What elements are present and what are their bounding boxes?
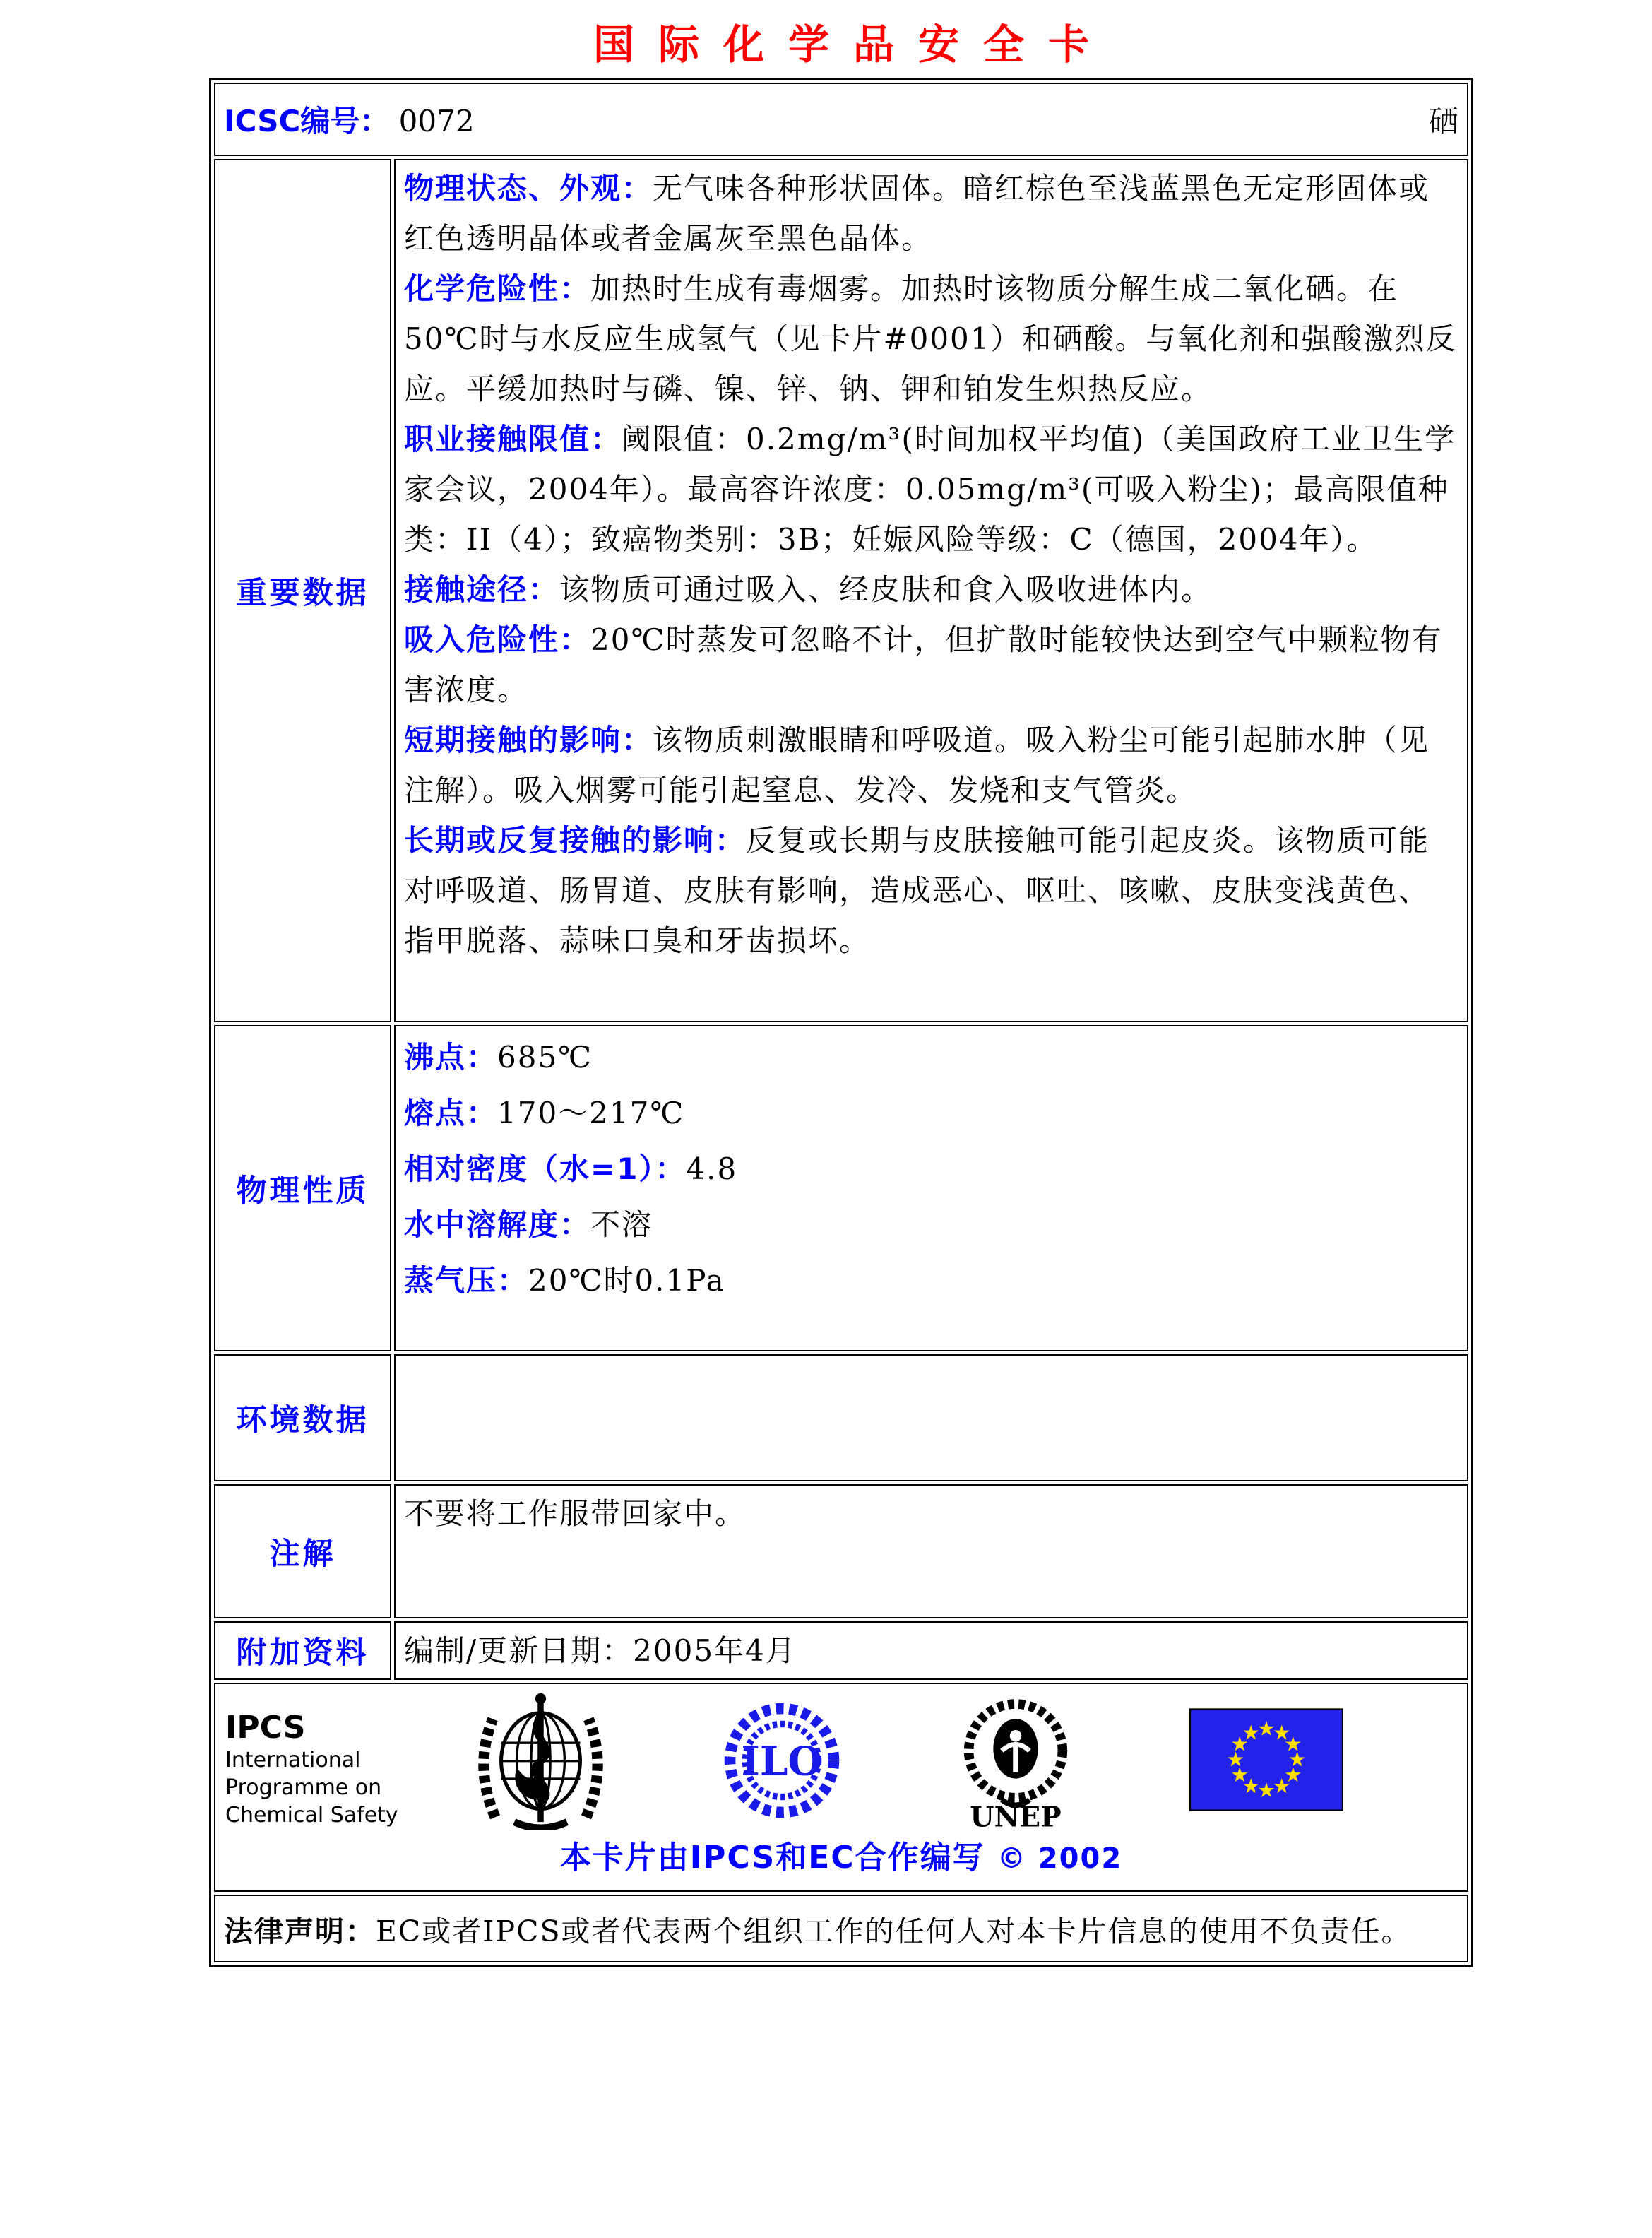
icsc-card-page <box>0 11 1652 2238</box>
who-logo-icon <box>468 1693 613 1830</box>
short-term-effects-section <box>404 715 1458 815</box>
unep-logo-icon <box>952 1695 1079 1830</box>
additional-info-row <box>214 1621 1468 1680</box>
attribution-text: 本卡片由IPCS和EC合作编写 <box>559 1840 985 1876</box>
environmental-data-row <box>214 1354 1468 1481</box>
relative-density-label: 相对密度（水=1）： <box>404 1151 687 1186</box>
ilo-logo-icon <box>719 1700 845 1821</box>
ilo-logo-text: ILO <box>741 1738 823 1785</box>
environmental-data-label: 环境数据 <box>214 1354 391 1481</box>
important-data-row <box>214 159 1468 1022</box>
chemical-danger-section <box>404 264 1458 414</box>
legal-text: EC或者IPCS或者代表两个组织工作的任何人对本卡片信息的使用不负责任。 <box>376 1914 1412 1948</box>
occupational-limits-label: 职业接触限值： <box>404 422 622 456</box>
occupational-limits-text: 阈限值：0.2mg/m³(时间加权平均值)（美国政府工业卫生学家会议，2004年）。最高容许浓度：0.05mg/m³(可吸入粉尘)；最高限值种类：II（4）；致癌物类别：3B；妊娠风险等级：C（德国，2004年）。 <box>404 422 1456 557</box>
exposure-routes-section <box>404 564 1458 615</box>
substance-name: 硒 <box>1428 104 1458 138</box>
inhalation-risk-section <box>404 615 1458 715</box>
physical-state-text: 无气味各种形状固体。暗红棕色至浅蓝黑色无定形固体或红色透明晶体或者金属灰至黑色晶体。 <box>404 171 1430 256</box>
physical-properties-label: 物理性质 <box>214 1025 391 1351</box>
water-solubility-label: 水中溶解度： <box>404 1207 591 1242</box>
boiling-point-value: 685℃ <box>497 1040 593 1074</box>
notes-row <box>214 1484 1468 1618</box>
important-data-label: 重要数据 <box>214 159 391 1022</box>
icsc-number-value: 0072 <box>398 104 475 138</box>
vapor-pressure <box>404 1253 1458 1308</box>
legal-row <box>214 1895 1468 1962</box>
icsc-header-cell <box>214 83 1468 156</box>
logos-cell <box>214 1683 1468 1892</box>
ipcs-line-1: International <box>225 1748 361 1772</box>
physical-properties-content <box>394 1025 1468 1351</box>
important-data-content <box>394 159 1468 1022</box>
short-term-effects-text: 该物质刺激眼睛和呼吸道。吸入粉尘可能引起肺水肿（见注解）。吸入烟雾可能引起窒息、发冷、发烧和支气管炎。 <box>404 723 1430 807</box>
icsc-card-table <box>209 78 1473 1967</box>
boiling-point <box>404 1029 1458 1085</box>
icsc-header-row <box>214 83 1468 156</box>
chemical-danger-label: 化学危险性： <box>404 271 591 306</box>
attribution-line <box>225 1832 1457 1877</box>
exposure-routes-label: 接触途径： <box>404 572 560 607</box>
exposure-routes-text: 该物质可通过吸入、经皮肤和食入吸收进体内。 <box>559 572 1213 607</box>
legal-label: 法律声明： <box>224 1914 376 1948</box>
additional-info-label: 附加资料 <box>214 1621 391 1680</box>
physical-properties-row <box>214 1025 1468 1351</box>
inhalation-risk-label: 吸入危险性： <box>404 622 591 657</box>
inhalation-risk-text: 20℃时蒸发可忽略不计，但扩散时能较快达到空气中颗粒物有害浓度。 <box>404 622 1443 707</box>
relative-density <box>404 1141 1458 1197</box>
eu-flag-icon <box>1189 1708 1343 1811</box>
melting-point-label: 熔点： <box>404 1096 498 1130</box>
melting-point <box>404 1085 1458 1141</box>
icsc-number-label: ICSC编号： <box>224 104 390 138</box>
vapor-pressure-value: 20℃时0.1Pa <box>528 1263 725 1298</box>
additional-info-content: 编制/更新日期：2005年4月 <box>394 1621 1468 1680</box>
copyright-text: © 2002 <box>997 1842 1123 1875</box>
occupational-limits-section <box>404 414 1458 564</box>
long-term-effects-label: 长期或反复接触的影响： <box>404 823 747 858</box>
physical-state-label: 物理状态、外观： <box>404 171 653 206</box>
relative-density-value: 4.8 <box>686 1151 738 1186</box>
water-solubility-value: 不溶 <box>590 1207 653 1242</box>
ipcs-line-3: Chemical Safety <box>225 1803 398 1828</box>
boiling-point-label: 沸点： <box>404 1040 498 1074</box>
melting-point-value: 170～217℃ <box>497 1096 685 1130</box>
ipcs-line-2: Programme on <box>225 1775 382 1800</box>
water-solubility <box>404 1197 1458 1253</box>
notes-content: 不要将工作服带回家中。 <box>394 1484 1468 1618</box>
long-term-effects-section <box>404 815 1458 966</box>
environmental-data-content <box>394 1354 1468 1481</box>
unep-logo-text: UNEP <box>970 1801 1062 1830</box>
ipcs-block <box>225 1691 437 1829</box>
short-term-effects-label: 短期接触的影响： <box>404 723 653 757</box>
legal-cell <box>214 1895 1468 1962</box>
physical-state-section <box>404 163 1458 264</box>
icsc-number <box>224 98 475 141</box>
chemical-danger-text: 加热时生成有毒烟雾。加热时该物质分解生成二氧化硒。在50℃时与水反应生成氢气（见卡片#0001）和硒酸。与氧化剂和强酸激烈反应。平缓加热时与磷、镍、锌、钠、钾和铂发生炽热反应。 <box>404 271 1457 406</box>
long-term-effects-text: 反复或长期与皮肤接触可能引起皮炎。该物质可能对呼吸道、肠胃道、皮肤有影响，造成恶心、呕吐、咳嗽、皮肤变浅黄色、指甲脱落、蒜味口臭和牙齿损坏。 <box>404 823 1430 958</box>
logos-row <box>214 1683 1468 1892</box>
vapor-pressure-label: 蒸气压： <box>404 1263 529 1298</box>
page-title: 国际化学品安全卡 <box>593 20 1113 69</box>
notes-label: 注解 <box>214 1484 391 1618</box>
ipcs-acronym: IPCS <box>225 1710 306 1746</box>
